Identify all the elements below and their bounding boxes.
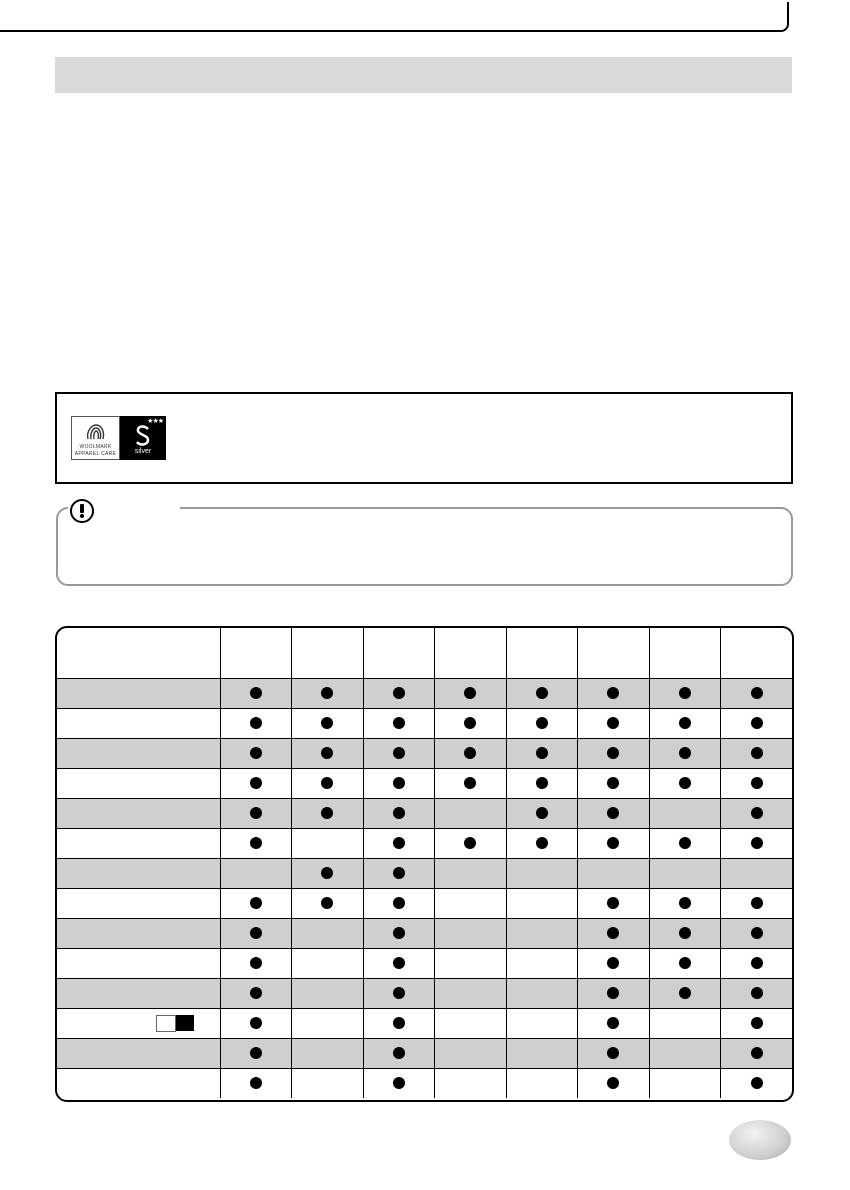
option-cell <box>363 709 435 739</box>
option-cell <box>506 679 578 709</box>
option-cell <box>721 1039 793 1069</box>
option-cell <box>506 1069 578 1099</box>
supported-dot-icon <box>393 1017 405 1029</box>
option-cell <box>292 979 364 1009</box>
row-label-cell <box>57 1069 220 1099</box>
option-cell <box>292 769 364 799</box>
supported-dot-icon <box>393 1047 405 1059</box>
supported-dot-icon <box>393 957 405 969</box>
option-cell <box>721 739 793 769</box>
option-cell <box>506 919 578 949</box>
supported-dot-icon <box>393 777 405 789</box>
option-cell <box>435 769 507 799</box>
row-label-cell <box>57 709 220 739</box>
option-cell <box>220 1009 292 1039</box>
supported-dot-icon <box>679 957 691 969</box>
supported-dot-icon <box>393 927 405 939</box>
option-cell <box>220 949 292 979</box>
option-cell <box>220 709 292 739</box>
supported-dot-icon <box>536 687 548 699</box>
supported-dot-icon <box>321 807 333 819</box>
table-row <box>57 739 792 769</box>
option-cell <box>220 799 292 829</box>
supported-dot-icon <box>679 897 691 909</box>
supported-dot-icon <box>751 747 763 759</box>
supported-dot-icon <box>607 1077 619 1089</box>
option-cell <box>435 739 507 769</box>
supported-dot-icon <box>393 747 405 759</box>
woolmark-icon <box>71 416 120 460</box>
option-cell <box>649 1069 721 1099</box>
option-cell <box>578 709 650 739</box>
supported-dot-icon <box>751 957 763 969</box>
option-cell <box>220 739 292 769</box>
exclamation-icon <box>70 499 94 523</box>
option-cell <box>363 1009 435 1039</box>
supported-dot-icon <box>250 1077 262 1089</box>
option-cell <box>435 679 507 709</box>
option-cell <box>721 979 793 1009</box>
supported-dot-icon <box>751 1047 763 1059</box>
option-cell <box>721 829 793 859</box>
supported-dot-icon <box>393 1077 405 1089</box>
option-cell <box>649 799 721 829</box>
option-cell <box>649 769 721 799</box>
option-cell <box>220 829 292 859</box>
supported-dot-icon <box>607 1047 619 1059</box>
supported-dot-icon <box>607 1017 619 1029</box>
supported-dot-icon <box>751 1017 763 1029</box>
option-cell <box>435 919 507 949</box>
option-cell <box>721 799 793 829</box>
option-cell <box>649 739 721 769</box>
silver-label: silver <box>134 448 152 455</box>
supported-dot-icon <box>679 927 691 939</box>
supported-dot-icon <box>250 837 262 849</box>
table-row <box>57 679 792 709</box>
supported-dot-icon <box>607 747 619 759</box>
supported-dot-icon <box>607 957 619 969</box>
table-row <box>57 799 792 829</box>
row-label-cell <box>57 949 220 979</box>
supported-dot-icon <box>250 747 262 759</box>
supported-dot-icon <box>751 777 763 789</box>
option-cell <box>649 829 721 859</box>
header-cell <box>506 628 578 679</box>
option-cell <box>220 1069 292 1099</box>
option-cell <box>578 919 650 949</box>
table-row <box>57 1069 792 1099</box>
row-label-cell <box>57 769 220 799</box>
option-cell <box>506 1009 578 1039</box>
option-cell <box>363 859 435 889</box>
option-cell <box>292 679 364 709</box>
option-cell <box>721 769 793 799</box>
supported-dot-icon <box>393 837 405 849</box>
option-cell <box>649 859 721 889</box>
supported-dot-icon <box>536 717 548 729</box>
supported-dot-icon <box>393 687 405 699</box>
woolmark-notice-box <box>55 392 793 484</box>
supported-dot-icon <box>751 987 763 999</box>
header-cell <box>292 628 364 679</box>
option-cell <box>435 829 507 859</box>
supported-dot-icon <box>393 897 405 909</box>
supported-dot-icon <box>321 747 333 759</box>
supported-dot-icon <box>250 807 262 819</box>
table-row <box>57 859 792 889</box>
table-row <box>57 889 792 919</box>
option-cell <box>578 799 650 829</box>
supported-dot-icon <box>464 687 476 699</box>
supported-dot-icon <box>393 867 405 879</box>
woolmark-logo <box>71 416 167 460</box>
row-label-cell <box>57 679 220 709</box>
option-cell <box>435 949 507 979</box>
supported-dot-icon <box>536 747 548 759</box>
stars-label: ★★★ <box>147 418 163 425</box>
row-label-cell <box>57 1039 220 1069</box>
supported-dot-icon <box>250 1047 262 1059</box>
option-cell <box>435 799 507 829</box>
option-cell <box>220 859 292 889</box>
section-header-bar <box>55 57 792 93</box>
option-cell <box>578 889 650 919</box>
option-cell <box>292 889 364 919</box>
supported-dot-icon <box>250 1017 262 1029</box>
option-cell <box>292 829 364 859</box>
option-cell <box>506 769 578 799</box>
woolmark-wordmark: WOOLMARK <box>79 444 112 450</box>
silver-s-icon <box>120 416 166 460</box>
supported-dot-icon <box>679 987 691 999</box>
option-cell <box>435 979 507 1009</box>
supported-dot-icon <box>464 777 476 789</box>
option-cell <box>578 829 650 859</box>
option-cell <box>363 889 435 919</box>
option-cell <box>292 709 364 739</box>
option-cell <box>220 919 292 949</box>
header-cell <box>363 628 435 679</box>
option-cell <box>363 739 435 769</box>
supported-dot-icon <box>393 987 405 999</box>
supported-dot-icon <box>607 927 619 939</box>
option-cell <box>220 979 292 1009</box>
row-label-cell <box>57 739 220 769</box>
option-cell <box>578 769 650 799</box>
option-cell <box>721 889 793 919</box>
page-number-badge <box>729 1120 791 1160</box>
option-cell <box>506 859 578 889</box>
supported-dot-icon <box>607 987 619 999</box>
option-cell <box>649 889 721 919</box>
option-cell <box>506 889 578 919</box>
option-cell <box>363 829 435 859</box>
option-cell <box>220 889 292 919</box>
table-row <box>57 949 792 979</box>
option-cell <box>220 769 292 799</box>
option-cell <box>578 679 650 709</box>
option-cell <box>220 1039 292 1069</box>
supported-dot-icon <box>393 717 405 729</box>
row-label-cell <box>57 979 220 1009</box>
table-row <box>57 709 792 739</box>
supported-dot-icon <box>464 717 476 729</box>
option-cell <box>506 709 578 739</box>
option-cell <box>435 1039 507 1069</box>
supported-dot-icon <box>536 777 548 789</box>
supported-dot-icon <box>607 717 619 729</box>
table-row <box>57 919 792 949</box>
supported-dot-icon <box>607 897 619 909</box>
option-cell <box>578 739 650 769</box>
supported-dot-icon <box>321 867 333 879</box>
page-corner-rule <box>0 2 789 32</box>
option-cell <box>363 1039 435 1069</box>
supported-dot-icon <box>250 687 262 699</box>
supported-dot-icon <box>536 837 548 849</box>
supported-dot-icon <box>751 927 763 939</box>
supported-dot-icon <box>751 717 763 729</box>
option-cell <box>363 919 435 949</box>
option-cell <box>292 919 364 949</box>
option-cell <box>578 1039 650 1069</box>
row-label-cell <box>57 859 220 889</box>
option-cell <box>292 1009 364 1039</box>
option-cell <box>292 799 364 829</box>
option-cell <box>721 949 793 979</box>
row-label-cell <box>57 1009 220 1039</box>
row-label-cell <box>57 829 220 859</box>
option-cell <box>506 979 578 1009</box>
table-body <box>57 679 792 1099</box>
row-label-cell <box>57 919 220 949</box>
supported-dot-icon <box>321 687 333 699</box>
option-cell <box>363 1069 435 1099</box>
supported-dot-icon <box>464 747 476 759</box>
supported-dot-icon <box>679 777 691 789</box>
supported-dot-icon <box>679 687 691 699</box>
program-option-table <box>55 626 794 1102</box>
option-cell <box>578 979 650 1009</box>
supported-dot-icon <box>679 717 691 729</box>
row-label-cell <box>57 889 220 919</box>
option-cell <box>435 1009 507 1039</box>
option-cell <box>363 979 435 1009</box>
header-cell <box>220 628 292 679</box>
table-row <box>57 979 792 1009</box>
option-cell <box>578 949 650 979</box>
supported-dot-icon <box>536 807 548 819</box>
option-cell <box>649 1009 721 1039</box>
option-cell <box>506 739 578 769</box>
option-cell <box>649 709 721 739</box>
supported-dot-icon <box>679 747 691 759</box>
header-cell <box>435 628 507 679</box>
woolmark-mini-icon <box>156 1015 194 1031</box>
table-row <box>57 829 792 859</box>
supported-dot-icon <box>321 777 333 789</box>
supported-dot-icon <box>464 837 476 849</box>
option-cell <box>435 1069 507 1099</box>
option-cell <box>220 679 292 709</box>
option-cell <box>292 739 364 769</box>
option-cell <box>578 1069 650 1099</box>
option-cell <box>292 1039 364 1069</box>
supported-dot-icon <box>250 987 262 999</box>
supported-dot-icon <box>321 717 333 729</box>
option-cell <box>435 889 507 919</box>
option-cell <box>292 859 364 889</box>
option-cell <box>721 679 793 709</box>
supported-dot-icon <box>393 807 405 819</box>
option-cell <box>578 1009 650 1039</box>
option-cell <box>292 949 364 979</box>
option-cell <box>649 1039 721 1069</box>
option-table <box>57 628 792 1098</box>
header-cell <box>649 628 721 679</box>
supported-dot-icon <box>751 1077 763 1089</box>
supported-dot-icon <box>751 807 763 819</box>
supported-dot-icon <box>607 777 619 789</box>
option-cell <box>506 829 578 859</box>
table-row <box>57 1009 792 1039</box>
option-cell <box>363 799 435 829</box>
supported-dot-icon <box>250 717 262 729</box>
table-row <box>57 1039 792 1069</box>
option-cell <box>578 859 650 889</box>
option-cell <box>721 1069 793 1099</box>
option-cell <box>435 709 507 739</box>
header-cell <box>721 628 793 679</box>
table-row <box>57 769 792 799</box>
option-cell <box>721 919 793 949</box>
supported-dot-icon <box>250 957 262 969</box>
option-cell <box>649 919 721 949</box>
option-cell <box>721 859 793 889</box>
option-cell <box>506 949 578 979</box>
header-cell <box>57 628 220 679</box>
option-cell <box>435 859 507 889</box>
option-cell <box>506 799 578 829</box>
supported-dot-icon <box>250 777 262 789</box>
supported-dot-icon <box>607 837 619 849</box>
option-cell <box>506 1039 578 1069</box>
caution-note-box <box>56 507 793 586</box>
option-cell <box>363 679 435 709</box>
option-cell <box>721 1009 793 1039</box>
option-cell <box>363 949 435 979</box>
header-cell <box>578 628 650 679</box>
supported-dot-icon <box>679 837 691 849</box>
row-label-cell <box>57 799 220 829</box>
supported-dot-icon <box>321 897 333 909</box>
option-cell <box>721 709 793 739</box>
apparel-care-text: APPAREL CARE <box>74 451 117 457</box>
option-cell <box>649 979 721 1009</box>
supported-dot-icon <box>751 687 763 699</box>
table-header-row <box>57 628 792 679</box>
supported-dot-icon <box>607 687 619 699</box>
supported-dot-icon <box>250 927 262 939</box>
option-cell <box>649 679 721 709</box>
supported-dot-icon <box>607 807 619 819</box>
supported-dot-icon <box>751 897 763 909</box>
option-cell <box>363 769 435 799</box>
supported-dot-icon <box>250 897 262 909</box>
option-cell <box>649 949 721 979</box>
supported-dot-icon <box>751 837 763 849</box>
option-cell <box>292 1069 364 1099</box>
